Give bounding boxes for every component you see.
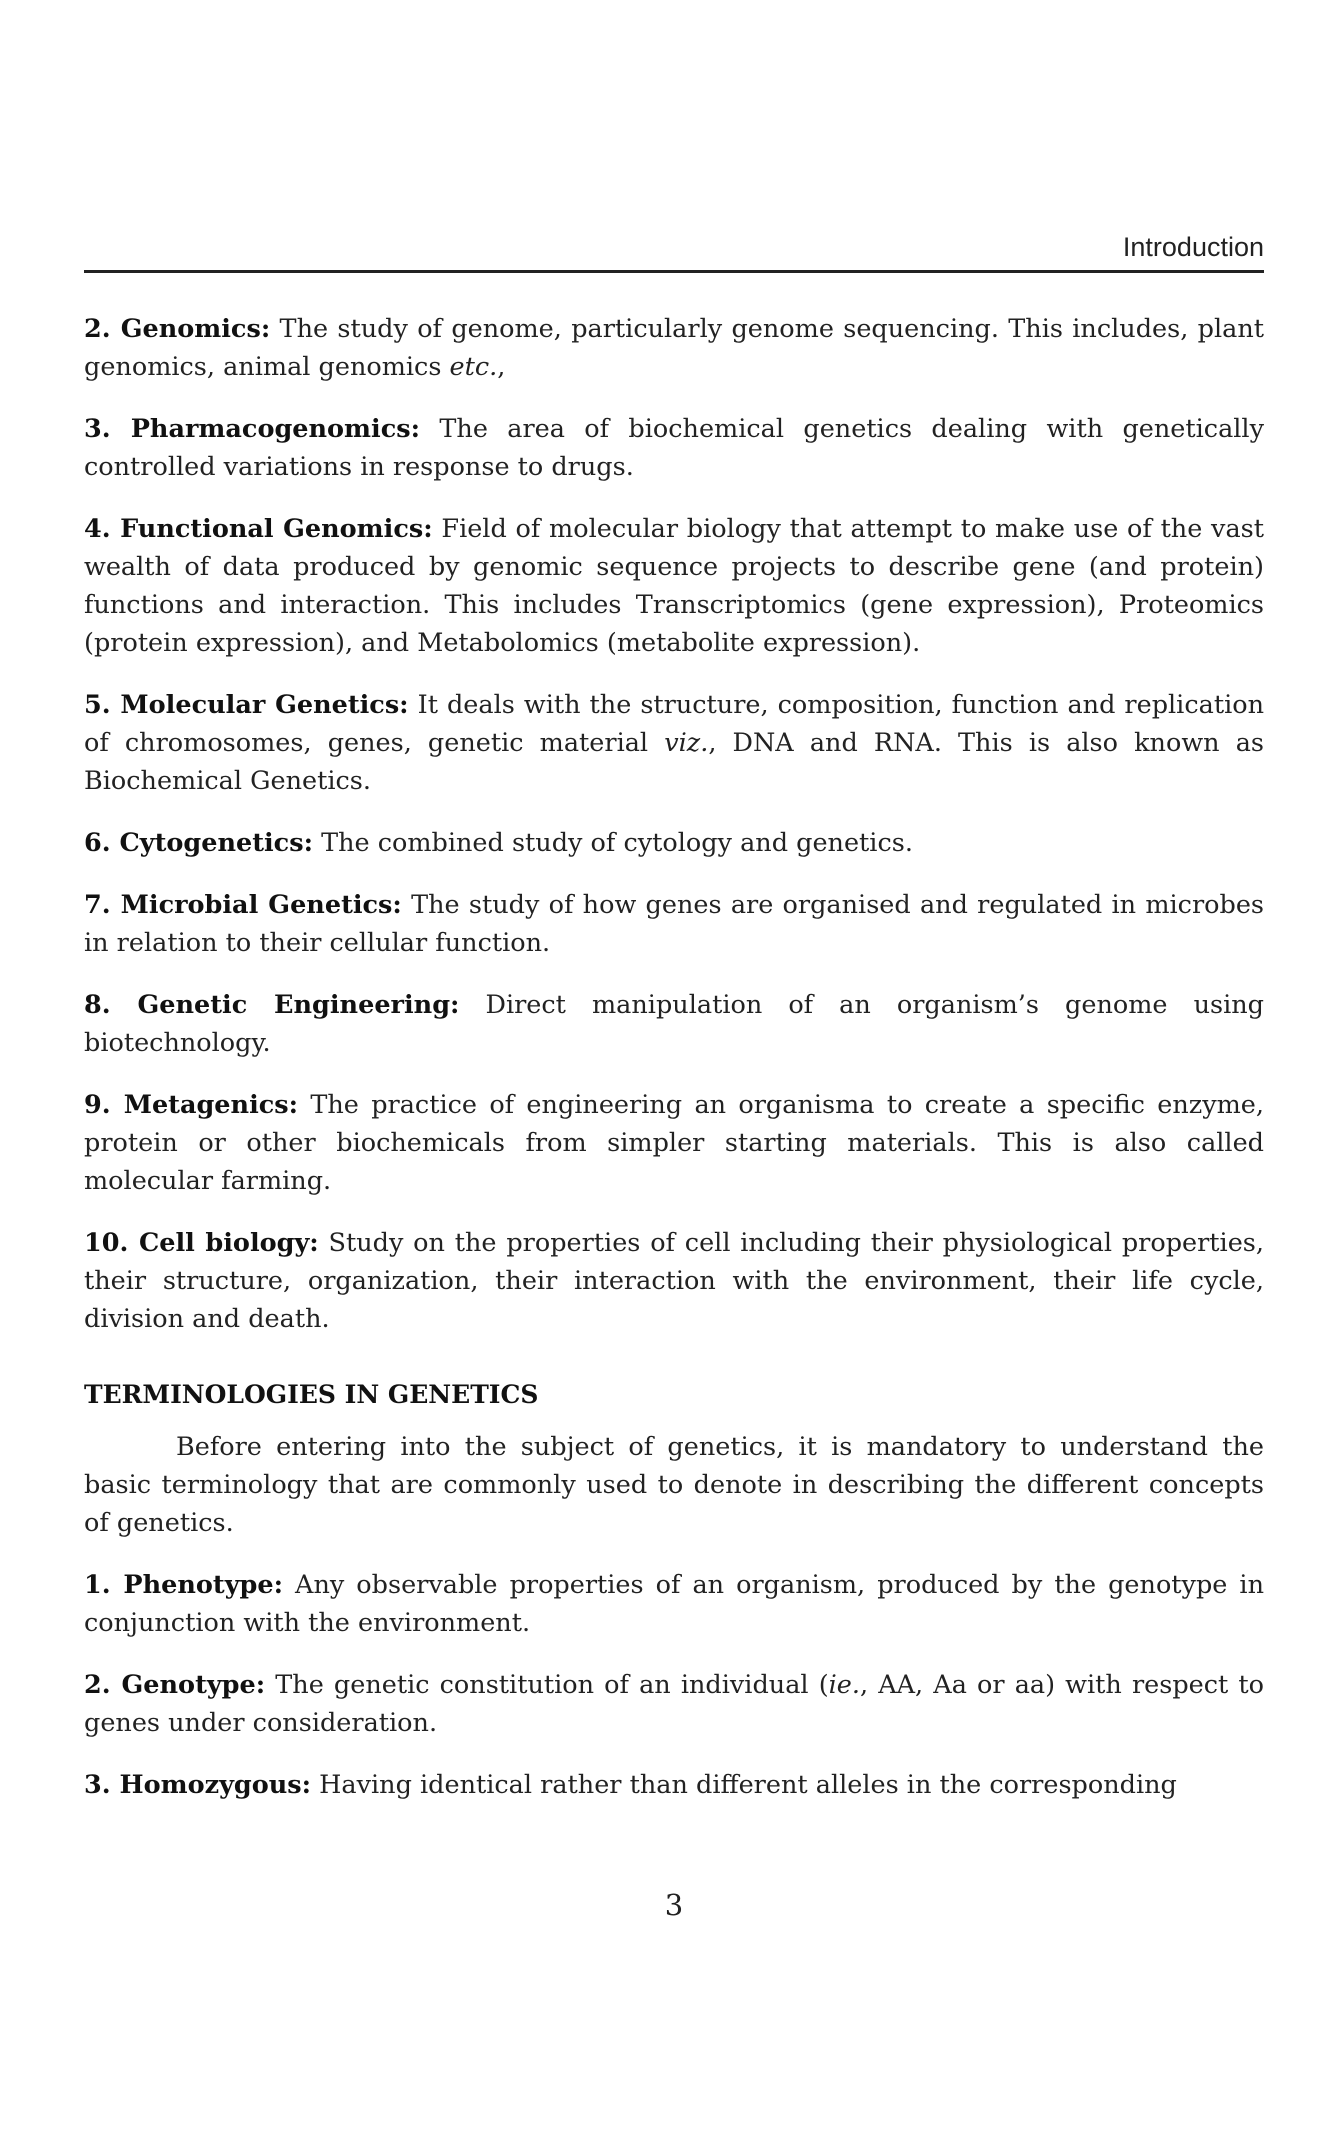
term: 5. Molecular Genetics: xyxy=(84,690,409,720)
page-body xyxy=(84,310,1264,1828)
term: 4. Functional Genomics: xyxy=(84,514,433,544)
running-head: Introduction xyxy=(1122,232,1264,262)
definition-pharmacogenomics: 3. Pharmacogenomics: The area of biochemical genetics dealing with genetically controlled variations in response to drugs. xyxy=(84,414,1264,482)
term: 2. Genomics: xyxy=(84,314,271,344)
definition-cytogenetics: 6. Cytogenetics: The combined study of cytology and genetics. xyxy=(84,828,913,858)
definition-genetic-engineering: 8. Genetic Engineering: Direct manipulation of an organism’s genome using biotechnology. xyxy=(84,990,1264,1058)
term: 8. Genetic Engineering: xyxy=(84,990,460,1020)
page-number: 3 xyxy=(664,1888,684,1922)
term: 6. Cytogenetics: xyxy=(84,828,313,858)
term: 10. Cell biology: xyxy=(84,1228,319,1258)
definition-genotype: 2. Genotype: The genetic constitution of an individual (ie., AA, Aa or aa) with respect to genes under consideration. xyxy=(84,1670,1264,1738)
term: 9. Metagenics: xyxy=(84,1090,299,1120)
definition-metagenics: 9. Metagenics: The practice of engineering an organisma to create a specific enzyme, protein or other biochemicals from simpler starting materials. This is also called molecular farming. xyxy=(84,1090,1264,1196)
definition-homozygous: 3. Homozygous: Having identical rather than different alleles in the corresponding xyxy=(84,1770,1177,1800)
header-rule xyxy=(84,270,1264,273)
term: 3. Homozygous: xyxy=(84,1770,312,1800)
term: 1. Phenotype: xyxy=(84,1570,283,1600)
definition-phenotype: 1. Phenotype: Any observable properties of an organism, produced by the genotype in conjunction with the environment. xyxy=(84,1570,1264,1638)
section-heading: TERMINOLOGIES IN GENETICS xyxy=(84,1380,539,1409)
definition-functional-genomics: 4. Functional Genomics: Field of molecular biology that attempt to make use of the vast wealth of data produced by genomic sequence projects to describe gene (and protein) functions and interaction. This includes Transcriptomics (gene expression), Proteomics (protein expression), and Metabolomics (metabolite expression). xyxy=(84,514,1264,658)
definition-molecular-genetics: 5. Molecular Genetics: It deals with the structure, composition, function and replication of chromosomes, genes, genetic material viz., DNA and RNA. This is also known as Biochemical Genetics. xyxy=(84,690,1264,796)
definition-genomics: 2. Genomics: The study of genome, particularly genome sequencing. This includes, plant genomics, animal genomics etc., xyxy=(84,314,1264,382)
term: 2. Genotype: xyxy=(84,1670,266,1700)
definition-microbial-genetics: 7. Microbial Genetics: The study of how genes are organised and regulated in microbes in relation to their cellular function. xyxy=(84,890,1264,958)
term: 7. Microbial Genetics: xyxy=(84,890,402,920)
term: 3. Pharmacogenomics: xyxy=(84,414,421,444)
definition-cell-biology: 10. Cell biology: Study on the properties of cell including their physiological properties, their structure, organization, their interaction with the environment, their life cycle, division and death. xyxy=(84,1228,1264,1334)
document-page xyxy=(84,0,1264,2139)
section-intro: Before entering into the subject of genetics, it is mandatory to understand the basic terminology that are commonly used to denote in describing the different concepts of genetics. xyxy=(84,1432,1264,1538)
